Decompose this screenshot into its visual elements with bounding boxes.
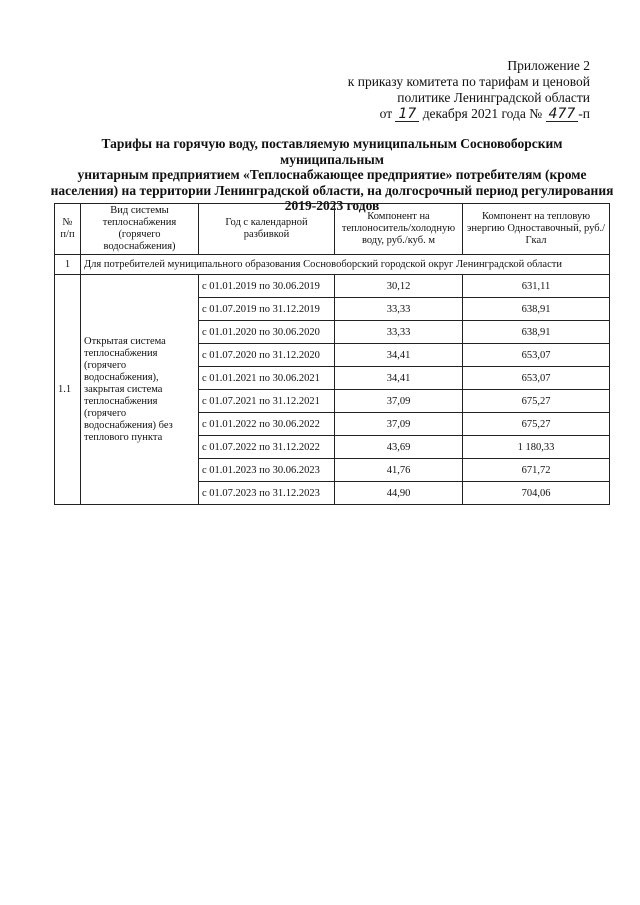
energy-component-cell: 631,11 [463,275,610,298]
water-component-cell: 43,69 [335,436,463,459]
energy-component-cell: 671,72 [463,459,610,482]
period-cell: с 01.01.2023 по 30.06.2023 [199,459,335,482]
water-component-cell: 30,12 [335,275,463,298]
water-component-cell: 34,41 [335,367,463,390]
appendix-line-3: политике Ленинградской области [397,90,590,105]
tariff-table [54,203,610,505]
energy-component-cell: 1 180,33 [463,436,610,459]
water-component-cell: 37,09 [335,390,463,413]
period-cell: с 01.07.2022 по 31.12.2022 [199,436,335,459]
period-cell: с 01.07.2021 по 31.12.2021 [199,390,335,413]
water-component-cell: 33,33 [335,321,463,344]
period-cell: с 01.01.2022 по 30.06.2022 [199,413,335,436]
group-num: 1 [55,255,81,275]
period-cell: с 01.07.2020 по 31.12.2020 [199,344,335,367]
table-header-row [55,204,610,255]
water-component-cell: 37,09 [335,413,463,436]
header-system: Вид системы теплоснабжения (горячего водоснабжения) [81,204,199,255]
title-line-3: населения) на территории Ленинградской области, на долгосрочный период регулирования [50,182,614,198]
appendix-header [348,58,590,122]
handwritten-number: 477 [546,108,579,122]
energy-component-cell: 675,27 [463,390,610,413]
header-energy-component: Компонент на тепловую энергию Одноставочный, руб./Гкал [463,204,610,255]
item-system-type: Открытая система теплоснабжения (горячего водоснабжения), закрытая система теплоснабжения (горячего водоснабжения) без теплового пункта [81,275,199,505]
document-title [48,136,616,214]
appendix-line-2: к приказу комитета по тарифам и ценовой [347,74,590,89]
handwritten-day: 17 [395,108,419,122]
date-middle: декабря 2021 года № [422,106,543,121]
water-component-cell: 34,41 [335,344,463,367]
item-num: 1.1 [55,275,81,505]
header-water-component: Компонент на теплоноситель/холодную воду, руб./куб. м [335,204,463,255]
date-prefix: от [379,106,393,121]
energy-component-cell: 675,27 [463,413,610,436]
energy-component-cell: 704,06 [463,482,610,505]
order-suffix: -п [578,106,590,121]
energy-component-cell: 653,07 [463,344,610,367]
header-period: Год с календарной разбивкой [199,204,335,255]
group-label: Для потребителей муниципального образования Сосновоборский городской округ Ленинградской области [81,255,610,275]
period-cell: с 01.07.2023 по 31.12.2023 [199,482,335,505]
appendix-date-line [348,106,590,122]
group-row [55,255,610,275]
title-line-1: Тарифы на горячую воду, поставляемую муниципальным Сосновоборским муниципальным [101,136,563,167]
energy-component-cell: 638,91 [463,298,610,321]
title-line-2: унитарным предприятием «Теплоснабжающее предприятие» потребителям (кроме [77,167,587,182]
energy-component-cell: 653,07 [463,367,610,390]
period-cell: с 01.01.2019 по 30.06.2019 [199,275,335,298]
water-component-cell: 44,90 [335,482,463,505]
period-cell: с 01.07.2019 по 31.12.2019 [199,298,335,321]
table-row [55,275,610,298]
period-cell: с 01.01.2021 по 30.06.2021 [199,367,335,390]
water-component-cell: 33,33 [335,298,463,321]
title-line-4: 2019-2023 годов [284,198,380,213]
water-component-cell: 41,76 [335,459,463,482]
appendix-line-1: Приложение 2 [507,58,590,73]
header-num: № п/п [55,204,81,255]
energy-component-cell: 638,91 [463,321,610,344]
period-cell: с 01.01.2020 по 30.06.2020 [199,321,335,344]
